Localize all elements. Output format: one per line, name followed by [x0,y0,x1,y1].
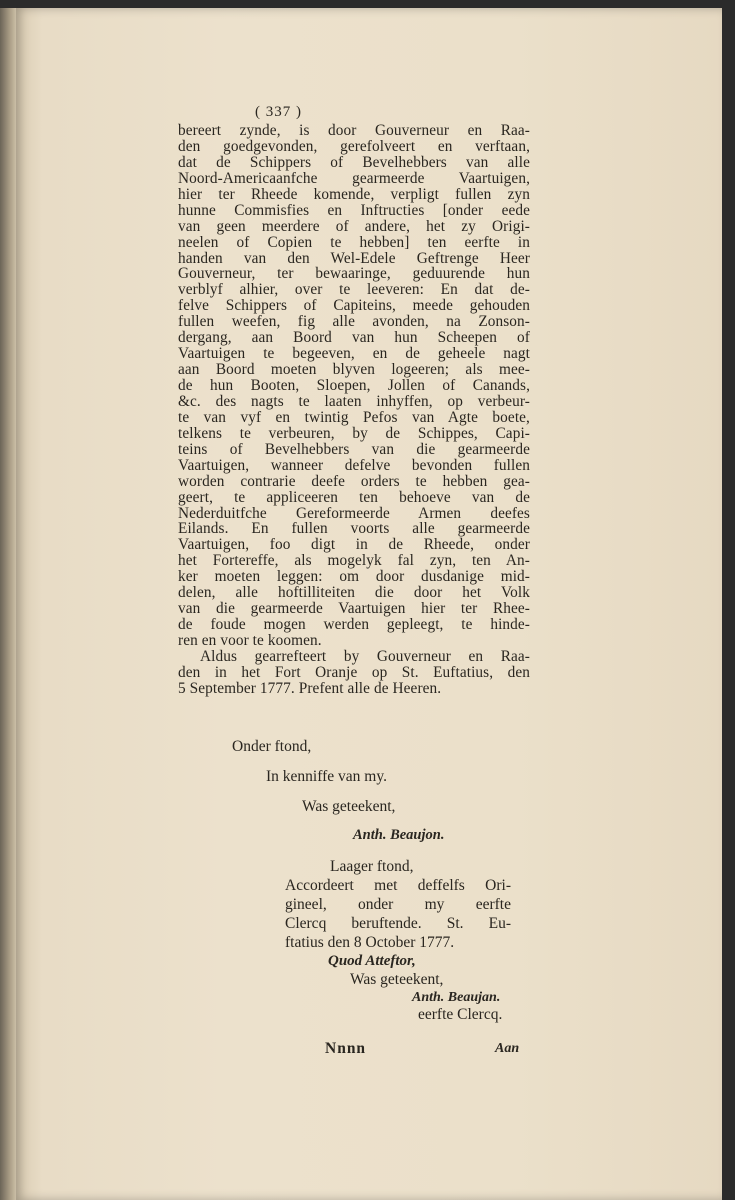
signer-beaujon: Anth. Beaujon. [353,827,445,843]
was-geteekent-first: Was geteekent, [302,798,396,815]
body-line: Vaartuigen te begeeven, en de geheele nagt [178,345,530,363]
certification-block [285,857,511,952]
signer-beaujan: Anth. Beaujan. [412,990,501,1005]
body-line: Gouverneur, ter bewaaringe, geduurende hun [178,265,530,283]
body-line: den in het Fort Oranje op St. Euftatius, den [178,663,530,681]
body-line: den goedgevonden, gerefolveert en verftaan, [178,137,530,155]
body-line: Vaartuigen, wanneer defelve bevonden fullen [178,456,530,474]
body-line: geert, te appliceeren ten behoeve van de [178,488,530,506]
certification-line: Laager ftond, [330,858,414,875]
body-line: van geen meerdere of andere, het zy Origi- [178,217,530,235]
body-line: handen van den Wel-Edele Geftrenge Heer [178,249,530,267]
body-line: fullen weefen, fig alle avonden, na Zonson- [178,313,530,331]
body-line: dat de Schippers of Bevelhebbers van alle [178,153,530,171]
page-number: ( 337 ) [255,104,302,120]
body-line: te van vyf en twintig Pefos van Agte boete, [178,408,530,426]
signature-mark: Nnnn [325,1040,367,1057]
body-line: telkens te verbeuren, by de Schippes, Capi- [178,424,530,442]
body-line: de foude mogen werden gepleegt, te hinde- [178,616,530,634]
body-line: hier ter Rheede komende, verpligt fullen zyn [178,185,530,203]
body-line: dergang, aan Boord van hun Scheepen of [178,329,530,347]
body-line: Eilands. En fullen voorts alle gearmeerde [178,520,530,538]
body-line: bereert zynde, is door Gouverneur en Raa- [178,122,530,139]
body-line: teins of Bevelhebbers van die gearmeerde [178,440,530,458]
body-line: Nederduitfche Gereformeerde Armen deefes [178,504,530,522]
catchword: Aan [495,1041,520,1056]
body-line: worden contrarie deefe orders te hebben gea- [178,472,530,490]
body-line: aan Boord moeten blyven logeeren; als mee- [178,361,530,379]
certification-line: Accordeert met deffelfs Ori- [285,877,511,894]
body-text [178,123,530,697]
body-line: ren en voor te koomen. [178,632,322,649]
body-line: het Fortereffe, als mogelyk fal zyn, ten An- [178,552,530,570]
body-line: ker moeten leggen: om door dusdanige mid- [178,568,530,586]
body-line: delen, alle hoftilliteiten die door het Volk [178,584,530,602]
onder-stond: Onder ftond, [232,738,312,755]
body-line: van die gearmeerde Vaartuigen hier ter Rhee- [178,600,530,618]
body-line: verblyf alhier, over te leeveren: En dat de- [178,281,530,299]
certification-line: ftatius den 8 October 1777. [285,934,455,951]
certification-line: Clercq beruftende. St. Eu- [285,915,511,932]
body-line: de hun Booten, Sloepen, Jollen of Canands, [178,377,530,394]
body-line: hunne Commisfies en Inftructies [onder eede [178,201,530,219]
was-geteekent-second: Was geteekent, [350,971,444,988]
body-line: &c. des nagts te laaten inhyffen, op verbeur- [178,392,530,410]
quod-attestor: Quod Atteftor, [328,953,416,969]
certification-line: gineel, onder my eerfte [285,896,511,913]
page-gutter [0,8,16,1200]
body-line: felve Schippers of Capiteins, meede gehouden [178,297,530,315]
body-line: Noord-Americaanfche gearmeerde Vaartuigen, [178,169,530,187]
signer-title: eerfte Clercq. [418,1006,503,1023]
in-kennisse: In kenniffe van my. [266,768,387,785]
body-line: neelen of Copien te hebben] ten eerfte in [178,233,530,251]
body-line: 5 September 1777. Prefent alle de Heeren. [178,679,442,697]
body-line: Vaartuigen, foo digt in de Rheede, onder [178,536,530,554]
body-line: Aldus gearrefteert by Gouverneur en Raa- [200,647,530,665]
